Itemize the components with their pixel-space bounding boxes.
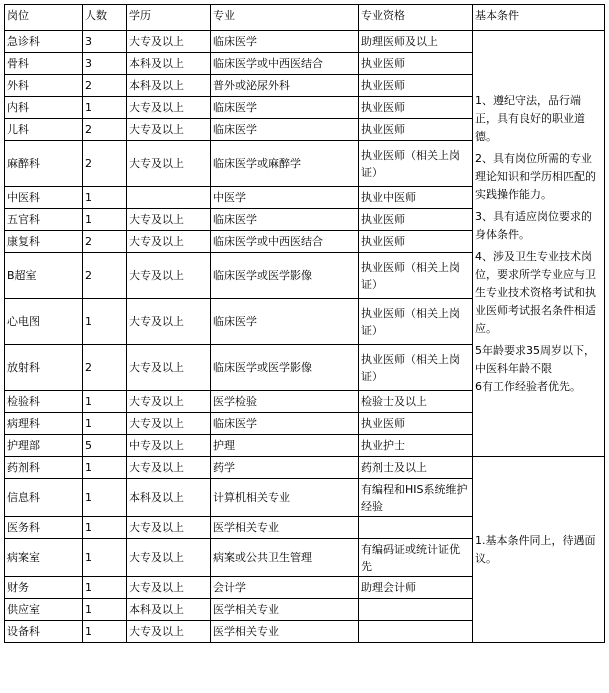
cell-count: 3 — [83, 53, 127, 75]
cell-qualification — [359, 517, 473, 539]
cell-education: 大专及以上 — [127, 231, 211, 253]
cell-position: 麻醉科 — [5, 141, 83, 187]
cell-education: 本科及以上 — [127, 479, 211, 517]
cell-count: 1 — [83, 391, 127, 413]
cell-education: 大专及以上 — [127, 209, 211, 231]
cell-major: 病案或公共卫生管理 — [211, 539, 359, 577]
cell-major: 临床医学 — [211, 209, 359, 231]
cell-count: 2 — [83, 345, 127, 391]
cell-position: 财务 — [5, 577, 83, 599]
cell-education: 本科及以上 — [127, 599, 211, 621]
cell-qualification: 执业医师（相关上岗证） — [359, 253, 473, 299]
condition-item: 2、具有岗位所需的专业理论知识和学历相匹配的实践操作能力。 — [475, 151, 596, 201]
condition-item: 1、遵纪守法，品行端正，具有良好的职业道德。 — [475, 93, 585, 143]
cell-major: 医学相关专业 — [211, 599, 359, 621]
cell-position: 护理部 — [5, 435, 83, 457]
cell-qualification: 执业医师（相关上岗证） — [359, 299, 473, 345]
table-row — [5, 31, 605, 53]
cell-qualification: 有编码证或统计证优先 — [359, 539, 473, 577]
header-position: 岗位 — [5, 5, 83, 31]
cell-position: 心电图 — [5, 299, 83, 345]
cell-position: 骨科 — [5, 53, 83, 75]
cell-education: 大专及以上 — [127, 119, 211, 141]
cell-major: 普外或泌尿外科 — [211, 75, 359, 97]
cell-position: 药剂科 — [5, 457, 83, 479]
cell-count: 1 — [83, 97, 127, 119]
cell-education: 大专及以上 — [127, 391, 211, 413]
condition-item: 5年龄要求35周岁以下，中医科年龄不限 — [475, 343, 595, 375]
cell-major: 临床医学或中西医结合 — [211, 53, 359, 75]
cell-position: 医务科 — [5, 517, 83, 539]
cell-count: 3 — [83, 31, 127, 53]
cell-position: 外科 — [5, 75, 83, 97]
cell-qualification: 执业护士 — [359, 435, 473, 457]
page — [4, 4, 605, 643]
cell-qualification — [359, 621, 473, 643]
cell-qualification: 有编程和HIS系统维护经验 — [359, 479, 473, 517]
cell-major: 药学 — [211, 457, 359, 479]
cell-education: 大专及以上 — [127, 413, 211, 435]
cell-qualification: 执业医师 — [359, 209, 473, 231]
cell-count: 1 — [83, 457, 127, 479]
cell-count: 1 — [83, 539, 127, 577]
cell-education: 大专及以上 — [127, 345, 211, 391]
cell-qualification: 助理医师及以上 — [359, 31, 473, 53]
cell-qualification: 执业医师（相关上岗证） — [359, 345, 473, 391]
cell-position: B超室 — [5, 253, 83, 299]
cell-education — [127, 187, 211, 209]
basic-conditions-cell-2: 1.基本条件同上，待遇面议。 — [473, 457, 605, 643]
cell-count: 1 — [83, 187, 127, 209]
cell-position: 检验科 — [5, 391, 83, 413]
cell-count: 2 — [83, 119, 127, 141]
cell-qualification: 执业医师 — [359, 413, 473, 435]
cell-qualification: 执业医师 — [359, 97, 473, 119]
cell-position: 供应室 — [5, 599, 83, 621]
header-education: 学历 — [127, 5, 211, 31]
cell-education: 大专及以上 — [127, 539, 211, 577]
cell-position: 放射科 — [5, 345, 83, 391]
recruitment-table — [4, 4, 605, 643]
cell-major: 医学相关专业 — [211, 517, 359, 539]
condition-item: 6有工作经验者优先。 — [475, 379, 581, 393]
cell-position: 儿科 — [5, 119, 83, 141]
cell-major: 计算机相关专业 — [211, 479, 359, 517]
cell-count: 5 — [83, 435, 127, 457]
cell-count: 1 — [83, 599, 127, 621]
cell-major: 临床医学或麻醉学 — [211, 141, 359, 187]
cell-count: 2 — [83, 75, 127, 97]
cell-count: 2 — [83, 141, 127, 187]
header-conditions: 基本条件 — [473, 5, 605, 31]
cell-major: 临床医学 — [211, 413, 359, 435]
condition-item: 3、具有适应岗位要求的身体条件。 — [475, 209, 592, 241]
cell-major: 医学检验 — [211, 391, 359, 413]
cell-major: 会计学 — [211, 577, 359, 599]
cell-major: 临床医学或中西医结合 — [211, 231, 359, 253]
header-row — [5, 5, 605, 31]
cell-count: 1 — [83, 479, 127, 517]
cell-qualification: 执业中医师 — [359, 187, 473, 209]
cell-education: 大专及以上 — [127, 141, 211, 187]
cell-position: 五官科 — [5, 209, 83, 231]
cell-position: 设备科 — [5, 621, 83, 643]
cell-count: 2 — [83, 231, 127, 253]
cell-count: 2 — [83, 253, 127, 299]
cell-qualification: 药剂士及以上 — [359, 457, 473, 479]
cell-education: 大专及以上 — [127, 97, 211, 119]
cell-major: 临床医学 — [211, 97, 359, 119]
header-count: 人数 — [83, 5, 127, 31]
cell-education: 大专及以上 — [127, 299, 211, 345]
cell-major: 护理 — [211, 435, 359, 457]
cell-education: 大专及以上 — [127, 253, 211, 299]
cell-position: 信息科 — [5, 479, 83, 517]
table-body — [5, 5, 605, 643]
basic-conditions-cell — [473, 31, 605, 457]
cell-count: 1 — [83, 517, 127, 539]
cell-major: 临床医学 — [211, 299, 359, 345]
cell-count: 1 — [83, 299, 127, 345]
condition-item: 4、涉及卫生专业技术岗位，要求所学专业应与卫生专业技术资格考试和执业医师考试报名条件相适应。 — [475, 249, 596, 335]
cell-major: 临床医学或医学影像 — [211, 345, 359, 391]
cell-position: 急诊科 — [5, 31, 83, 53]
cell-major: 临床医学 — [211, 31, 359, 53]
cell-education: 大专及以上 — [127, 31, 211, 53]
cell-position: 病案室 — [5, 539, 83, 577]
cell-qualification: 执业医师 — [359, 53, 473, 75]
cell-qualification: 执业医师 — [359, 231, 473, 253]
cell-major: 医学相关专业 — [211, 621, 359, 643]
cell-education: 大专及以上 — [127, 517, 211, 539]
cell-qualification — [359, 599, 473, 621]
table-row — [5, 457, 605, 479]
cell-education: 本科及以上 — [127, 53, 211, 75]
cell-position: 内科 — [5, 97, 83, 119]
cell-position: 病理科 — [5, 413, 83, 435]
cell-qualification: 执业医师 — [359, 119, 473, 141]
cell-education: 大专及以上 — [127, 457, 211, 479]
header-major: 专业 — [211, 5, 359, 31]
cell-count: 1 — [83, 413, 127, 435]
cell-major: 临床医学 — [211, 119, 359, 141]
cell-qualification: 助理会计师 — [359, 577, 473, 599]
cell-count: 1 — [83, 621, 127, 643]
header-qualification: 专业资格 — [359, 5, 473, 31]
cell-count: 1 — [83, 577, 127, 599]
cell-major: 临床医学或医学影像 — [211, 253, 359, 299]
cell-education: 大专及以上 — [127, 621, 211, 643]
cell-qualification: 执业医师 — [359, 75, 473, 97]
cell-count: 1 — [83, 209, 127, 231]
cell-education: 大专及以上 — [127, 577, 211, 599]
cell-education: 本科及以上 — [127, 75, 211, 97]
cell-major: 中医学 — [211, 187, 359, 209]
cell-qualification: 执业医师（相关上岗证） — [359, 141, 473, 187]
cell-position: 中医科 — [5, 187, 83, 209]
cell-qualification: 检验士及以上 — [359, 391, 473, 413]
cell-position: 康复科 — [5, 231, 83, 253]
cell-education: 中专及以上 — [127, 435, 211, 457]
